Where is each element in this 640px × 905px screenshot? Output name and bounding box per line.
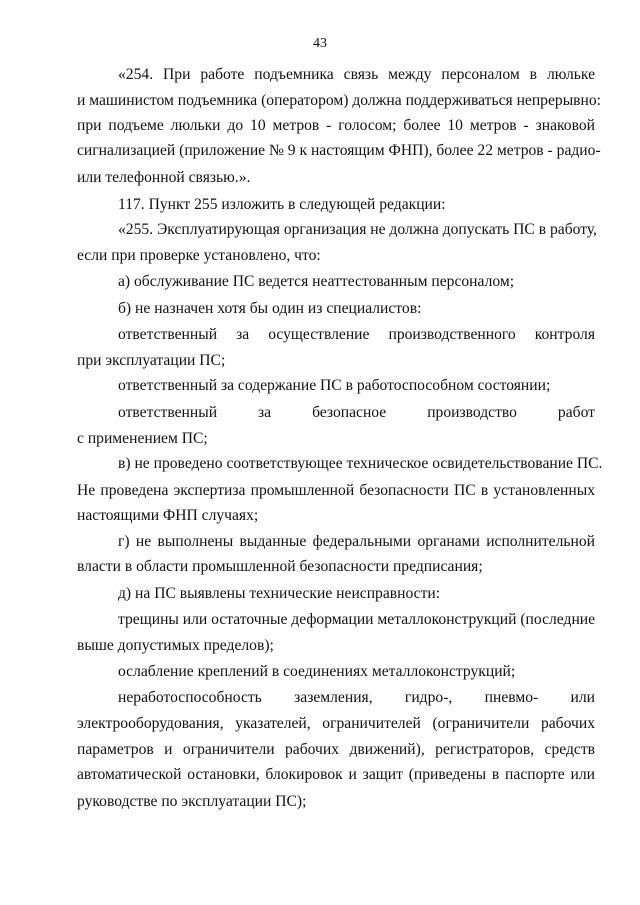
text-line: автоматической остановки, блокировок и защит (приведены в паспорте или [77, 766, 595, 783]
text-line: ответственный за осуществление производственного контроля [118, 326, 595, 343]
text-line: Не проведена экспертиза промышленной безопасности ПС в установленных [77, 482, 595, 499]
text-line: власти в области промышленной безопасности предписания; [77, 558, 483, 575]
text-line: д) на ПС выявлены технические неисправности: [118, 585, 441, 602]
text-line: «255. Эксплуатирующая организация не должна допускать ПС в работу, [118, 221, 597, 238]
text-line: или телефонной связью.». [77, 169, 251, 186]
text-line: при эксплуатации ПС; [77, 352, 226, 369]
text-line: руководстве по эксплуатации ПС); [77, 793, 307, 810]
text-line: электрооборудования, указателей, ограничителей (ограничители рабочих [77, 715, 595, 732]
text-line: трещины или остаточные деформации металлоконструкций (последние [118, 611, 596, 628]
text-line: сигнализацией (приложение № 9 к настоящим ФНП), более 22 метров - радио- [77, 142, 601, 159]
text-line: с применением ПС; [77, 430, 208, 447]
text-line: если при проверке установлено, что: [77, 247, 321, 264]
text-line: б) не назначен хотя бы один из специалистов: [118, 300, 422, 317]
text-line: а) обслуживание ПС ведется неаттестованным персоналом; [118, 273, 515, 290]
text-line: параметров и ограничители рабочих движений), регистраторов, средств [77, 741, 595, 758]
text-line: ответственный за содержание ПС в работоспособном состоянии; [118, 377, 551, 394]
text-line: выше допустимых пределов); [77, 637, 274, 654]
text-line: настоящими ФНП случаях; [77, 507, 259, 524]
text-line: «254. При работе подъемника связь между персоналом в люльке [118, 66, 595, 83]
text-line: неработоспособность заземления, гидро-, пневмо- или [118, 689, 595, 706]
text-line: при подъеме люльки до 10 метров - голосом; более 10 метров - знаковой [77, 117, 595, 134]
page-number: 43 [313, 36, 327, 51]
text-line: ослабление креплений в соединениях металлоконструкций; [118, 663, 516, 680]
text-line: ответственный за безопасное производство работ [118, 404, 595, 421]
text-line: г) не выполнены выданные федеральными органами исполнительной [118, 533, 595, 550]
text-line: и машинистом подъемника (оператором) должна поддерживаться непрерывно: [77, 92, 602, 109]
text-line: 117. Пункт 255 изложить в следующей редакции: [118, 196, 446, 213]
text-line: в) не проведено соответствующее техническое освидетельствование ПС. [118, 455, 603, 472]
